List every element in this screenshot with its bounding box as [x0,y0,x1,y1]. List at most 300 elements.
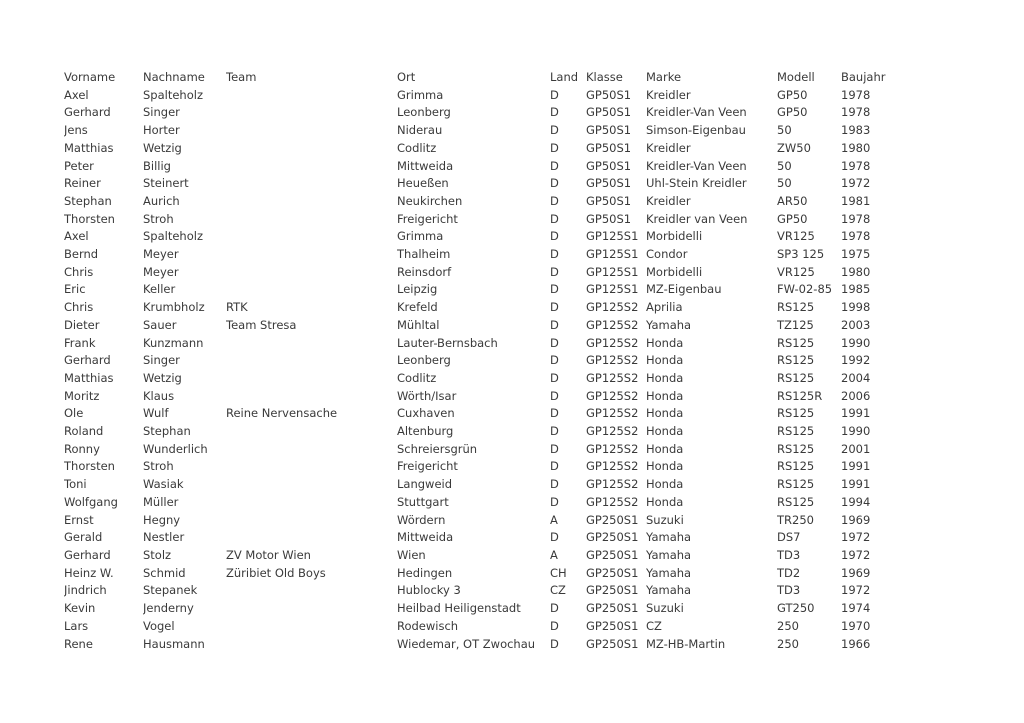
header-land: Land [550,70,579,84]
cell-modell: FW-02-85 [777,282,833,297]
cell-ort: Codlitz [397,370,437,385]
cell-klasse: GP250S1 [586,547,639,562]
cell-marke: Suzuki [646,512,684,527]
cell-vorname: Axel [64,229,89,244]
cell-land: D [550,105,559,120]
cell-vorname: Stephan [64,193,112,208]
cell-baujahr: 2004 [841,370,871,385]
cell-klasse: GP125S2 [586,406,639,421]
cell-vorname: Wolfgang [64,494,118,509]
cell-klasse: GP125S2 [586,477,639,492]
cell-team [226,529,397,547]
cell-team [226,476,397,494]
cell-land: D [550,459,559,474]
cell-land: D [550,229,559,244]
cell-marke: Honda [646,406,684,421]
cell-nachname: Aurich [143,193,180,208]
cell-modell: GT250 [777,601,815,616]
cell-marke: Kreidler van Veen [646,211,748,226]
cell-nachname: Steinert [143,176,189,191]
cell-team [226,441,397,459]
cell-ort: Neukirchen [397,193,463,208]
cell-ort: Hedingen [397,565,453,580]
cell-baujahr: 1978 [841,105,871,120]
cell-klasse: GP125S2 [586,300,639,315]
cell-vorname: Thorsten [64,211,115,226]
table-row [64,512,901,530]
cell-team [226,388,397,406]
cell-land: D [550,87,559,102]
table-row [64,122,901,140]
cell-baujahr: 1972 [841,547,871,562]
cell-vorname: Gerhard [64,353,111,368]
table-row [64,158,901,176]
header-baujahr: Baujahr [841,70,886,84]
cell-modell: SP3 125 [777,247,825,262]
cell-vorname: Ronny [64,441,100,456]
cell-marke: Kreidler [646,140,691,155]
cell-baujahr: 1991 [841,406,871,421]
cell-nachname: Nestler [143,530,185,545]
cell-modell: RS125 [777,406,815,421]
cell-team [226,335,397,353]
cell-marke: Morbidelli [646,264,703,279]
cell-team: Reine Nervensache [226,406,338,421]
cell-nachname: Spalteholz [143,87,203,102]
cell-vorname: Chris [64,264,94,279]
cell-land: D [550,601,559,616]
cell-land: D [550,264,559,279]
cell-team [226,158,397,176]
cell-klasse: GP125S2 [586,424,639,439]
cell-klasse: GP125S2 [586,388,639,403]
cell-klasse: GP125S2 [586,317,639,332]
table-row [64,211,901,229]
cell-nachname: Keller [143,282,176,297]
cell-team [226,264,397,282]
table-row [64,175,901,193]
cell-vorname: Thorsten [64,459,115,474]
cell-modell: RS125 [777,441,815,456]
cell-vorname: Axel [64,87,89,102]
cell-vorname: Jindrich [64,583,107,598]
cell-ort: Freigericht [397,211,458,226]
cell-land: D [550,406,559,421]
cell-modell: RS125 [777,370,815,385]
cell-modell: TD3 [777,583,801,598]
cell-klasse: GP250S1 [586,601,639,616]
cell-modell: RS125 [777,459,815,474]
cell-marke: Condor [646,247,688,262]
cell-klasse: GP125S2 [586,353,639,368]
cell-land: D [550,636,559,651]
cell-baujahr: 1998 [841,300,871,315]
table-row [64,317,901,335]
cell-team [226,423,397,441]
cell-modell: VR125 [777,264,815,279]
cell-modell: ZW50 [777,140,811,155]
cell-ort: Langweid [397,477,453,492]
cell-land: D [550,300,559,315]
cell-vorname: Roland [64,424,104,439]
cell-nachname: Wetzig [143,370,182,385]
cell-vorname: Jens [64,123,88,138]
cell-vorname: Ernst [64,512,94,527]
cell-klasse: GP50S1 [586,87,632,102]
table-row [64,494,901,512]
cell-nachname: Singer [143,105,180,120]
table-row [64,441,901,459]
table-row [64,264,901,282]
cell-marke: Suzuki [646,601,684,616]
cell-vorname: Moritz [64,388,100,403]
header-row [64,69,901,87]
cell-ort: Mühltal [397,317,440,332]
cell-vorname: Matthias [64,370,114,385]
cell-klasse: GP125S2 [586,441,639,456]
cell-baujahr: 1991 [841,477,871,492]
cell-ort: Thalheim [397,247,451,262]
cell-baujahr: 2003 [841,317,871,332]
cell-modell: TD3 [777,547,801,562]
table-row [64,618,901,636]
cell-marke: Simson-Eigenbau [646,123,746,138]
cell-baujahr: 1978 [841,229,871,244]
cell-klasse: GP250S1 [586,512,639,527]
cell-nachname: Wetzig [143,140,182,155]
cell-land: CZ [550,583,566,598]
table-row [64,246,901,264]
cell-land: D [550,335,559,350]
cell-land: D [550,530,559,545]
cell-ort: Leipzig [397,282,438,297]
cell-baujahr: 1978 [841,87,871,102]
cell-modell: RS125 [777,335,815,350]
cell-ort: Heilbad Heiligenstadt [397,601,521,616]
table-row [64,636,901,654]
cell-team [226,228,397,246]
cell-marke: Yamaha [646,317,692,332]
cell-ort: Lauter-Bernsbach [397,335,498,350]
cell-klasse: GP50S1 [586,176,632,191]
cell-vorname: Kevin [64,601,96,616]
cell-nachname: Hausmann [143,636,205,651]
cell-land: A [550,547,558,562]
header-modell: Modell [777,70,815,84]
cell-marke: Yamaha [646,565,692,580]
cell-klasse: GP125S2 [586,459,639,474]
cell-marke: Honda [646,370,684,385]
table-row [64,140,901,158]
cell-klasse: GP125S1 [586,282,639,297]
cell-baujahr: 1994 [841,494,871,509]
cell-land: D [550,317,559,332]
cell-marke: Honda [646,388,684,403]
cell-modell: 250 [777,618,799,633]
table-row [64,388,901,406]
cell-baujahr: 1972 [841,176,871,191]
cell-nachname: Schmid [143,565,186,580]
cell-vorname: Dieter [64,317,100,332]
cell-team [226,370,397,388]
cell-modell: 50 [777,123,792,138]
cell-marke: Honda [646,494,684,509]
cell-vorname: Rene [64,636,93,651]
cell-nachname: Meyer [143,247,179,262]
cell-land: D [550,618,559,633]
cell-land: D [550,282,559,297]
cell-marke: Kreidler [646,87,691,102]
table-row [64,104,901,122]
cell-team [226,618,397,636]
cell-baujahr: 1981 [841,193,871,208]
cell-klasse: GP50S1 [586,193,632,208]
cell-nachname: Billig [143,158,171,173]
cell-klasse: GP250S1 [586,618,639,633]
participant-table [64,69,901,653]
cell-baujahr: 2001 [841,441,871,456]
cell-nachname: Jenderny [143,601,194,616]
header-nachname: Nachname [143,70,205,84]
cell-nachname: Wunderlich [143,441,208,456]
cell-vorname: Reiner [64,176,101,191]
cell-modell: RS125 [777,424,815,439]
cell-nachname: Kunzmann [143,335,204,350]
cell-marke: Yamaha [646,530,692,545]
cell-marke: Honda [646,441,684,456]
cell-team [226,494,397,512]
cell-baujahr: 1966 [841,636,871,651]
header-vorname: Vorname [64,70,116,84]
cell-land: D [550,441,559,456]
cell-marke: Honda [646,477,684,492]
cell-nachname: Krumbholz [143,300,205,315]
table-body [64,87,901,654]
table-row [64,335,901,353]
cell-nachname: Klaus [143,388,175,403]
cell-baujahr: 1978 [841,158,871,173]
cell-vorname: Peter [64,158,94,173]
cell-nachname: Meyer [143,264,179,279]
cell-nachname: Wulf [143,406,169,421]
cell-nachname: Hegny [143,512,181,527]
cell-nachname: Stephan [143,424,191,439]
table-row [64,423,901,441]
cell-vorname: Heinz W. [64,565,114,580]
cell-modell: RS125 [777,477,815,492]
cell-modell: 50 [777,158,792,173]
cell-land: A [550,512,558,527]
cell-ort: Rodewisch [397,618,459,633]
table-row [64,352,901,370]
cell-klasse: GP250S1 [586,565,639,580]
cell-ort: Leonberg [397,353,451,368]
cell-team [226,458,397,476]
cell-klasse: GP125S2 [586,494,639,509]
cell-marke: Kreidler [646,193,691,208]
cell-baujahr: 2006 [841,388,871,403]
cell-baujahr: 1975 [841,247,871,262]
cell-ort: Codlitz [397,140,437,155]
cell-land: D [550,176,559,191]
table-row [64,582,901,600]
cell-team [226,87,397,105]
cell-team [226,211,397,229]
cell-baujahr: 1980 [841,140,871,155]
cell-ort: Wiedemar, OT Zwochau [397,636,536,651]
cell-vorname: Gerald [64,530,103,545]
cell-ort: Heueßen [397,176,449,191]
cell-ort: Wien [397,547,426,562]
table-row [64,228,901,246]
cell-marke: Honda [646,335,684,350]
cell-marke: CZ [646,618,662,633]
table-row [64,529,901,547]
cell-land: D [550,140,559,155]
cell-baujahr: 1983 [841,123,871,138]
cell-ort: Leonberg [397,105,451,120]
cell-marke: Yamaha [646,583,692,598]
cell-modell: GP50 [777,87,808,102]
table-row [64,281,901,299]
cell-ort: Wördern [397,512,446,527]
cell-baujahr: 1991 [841,459,871,474]
cell-modell: 50 [777,176,792,191]
cell-land: D [550,158,559,173]
cell-team [226,352,397,370]
table-row [64,547,901,565]
cell-baujahr: 1969 [841,565,871,580]
cell-team [226,193,397,211]
cell-klasse: GP125S1 [586,229,639,244]
cell-nachname: Stroh [143,459,174,474]
cell-ort: Mittweida [397,530,454,545]
table-row [64,565,901,583]
cell-ort: Freigericht [397,459,458,474]
cell-modell: AR50 [777,193,808,208]
cell-vorname: Ole [64,406,84,421]
cell-team [226,246,397,264]
cell-klasse: GP250S1 [586,636,639,651]
cell-marke: Honda [646,424,684,439]
cell-marke: MZ-HB-Martin [646,636,726,651]
cell-team [226,636,397,654]
cell-ort: Krefeld [397,300,438,315]
cell-modell: TD2 [777,565,801,580]
cell-team [226,104,397,122]
cell-team: ZV Motor Wien [226,547,311,562]
cell-vorname: Bernd [64,247,99,262]
cell-modell: DS7 [777,530,801,545]
table-row [64,193,901,211]
cell-klasse: GP125S1 [586,247,639,262]
table-row [64,458,901,476]
cell-vorname: Gerhard [64,105,111,120]
cell-baujahr: 1985 [841,282,871,297]
cell-land: D [550,424,559,439]
cell-nachname: Spalteholz [143,229,203,244]
cell-land: D [550,370,559,385]
cell-modell: TZ125 [777,317,814,332]
cell-nachname: Stroh [143,211,174,226]
cell-nachname: Wasiak [143,477,184,492]
cell-klasse: GP50S1 [586,123,632,138]
cell-vorname: Frank [64,335,96,350]
cell-land: D [550,477,559,492]
cell-marke: Yamaha [646,547,692,562]
cell-marke: Uhl-Stein Kreidler [646,176,747,191]
cell-modell: 250 [777,636,799,651]
cell-land: CH [550,565,567,580]
cell-baujahr: 1969 [841,512,871,527]
cell-baujahr: 1974 [841,601,871,616]
cell-ort: Niderau [397,123,443,138]
cell-marke: MZ-Eigenbau [646,282,722,297]
cell-baujahr: 1992 [841,353,871,368]
cell-team: RTK [226,300,248,315]
cell-ort: Grimma [397,87,444,102]
cell-team [226,140,397,158]
cell-team [226,175,397,193]
cell-klasse: GP250S1 [586,530,639,545]
cell-vorname: Matthias [64,140,114,155]
cell-land: D [550,353,559,368]
table-row [64,600,901,618]
cell-marke: Aprilia [646,300,683,315]
cell-baujahr: 1970 [841,618,871,633]
cell-team [226,281,397,299]
cell-ort: Mittweida [397,158,454,173]
table-row [64,370,901,388]
cell-nachname: Stolz [143,547,172,562]
cell-ort: Grimma [397,229,444,244]
cell-ort: Reinsdorf [397,264,452,279]
cell-nachname: Stepanek [143,583,198,598]
cell-baujahr: 1978 [841,211,871,226]
header-marke: Marke [646,70,682,84]
cell-ort: Hublocky 3 [397,583,461,598]
cell-land: D [550,123,559,138]
cell-modell: RS125 [777,494,815,509]
cell-ort: Cuxhaven [397,406,455,421]
cell-modell: RS125R [777,388,823,403]
cell-modell: GP50 [777,105,808,120]
cell-klasse: GP125S1 [586,264,639,279]
cell-nachname: Singer [143,353,180,368]
cell-baujahr: 1990 [841,424,871,439]
cell-team [226,122,397,140]
cell-land: D [550,193,559,208]
cell-land: D [550,247,559,262]
header-team: Team [226,70,257,84]
header-klasse: Klasse [586,70,623,84]
cell-team [226,582,397,600]
cell-klasse: GP50S1 [586,140,632,155]
cell-klasse: GP50S1 [586,158,632,173]
cell-modell: TR250 [777,512,814,527]
cell-ort: Altenburg [397,424,454,439]
cell-baujahr: 1980 [841,264,871,279]
cell-ort: Wörth/Isar [397,388,457,403]
cell-marke: Morbidelli [646,229,703,244]
cell-klasse: GP125S2 [586,335,639,350]
cell-modell: RS125 [777,353,815,368]
table-row [64,87,901,105]
cell-modell: RS125 [777,300,815,315]
cell-land: D [550,211,559,226]
table-row [64,299,901,317]
cell-klasse: GP250S1 [586,583,639,598]
